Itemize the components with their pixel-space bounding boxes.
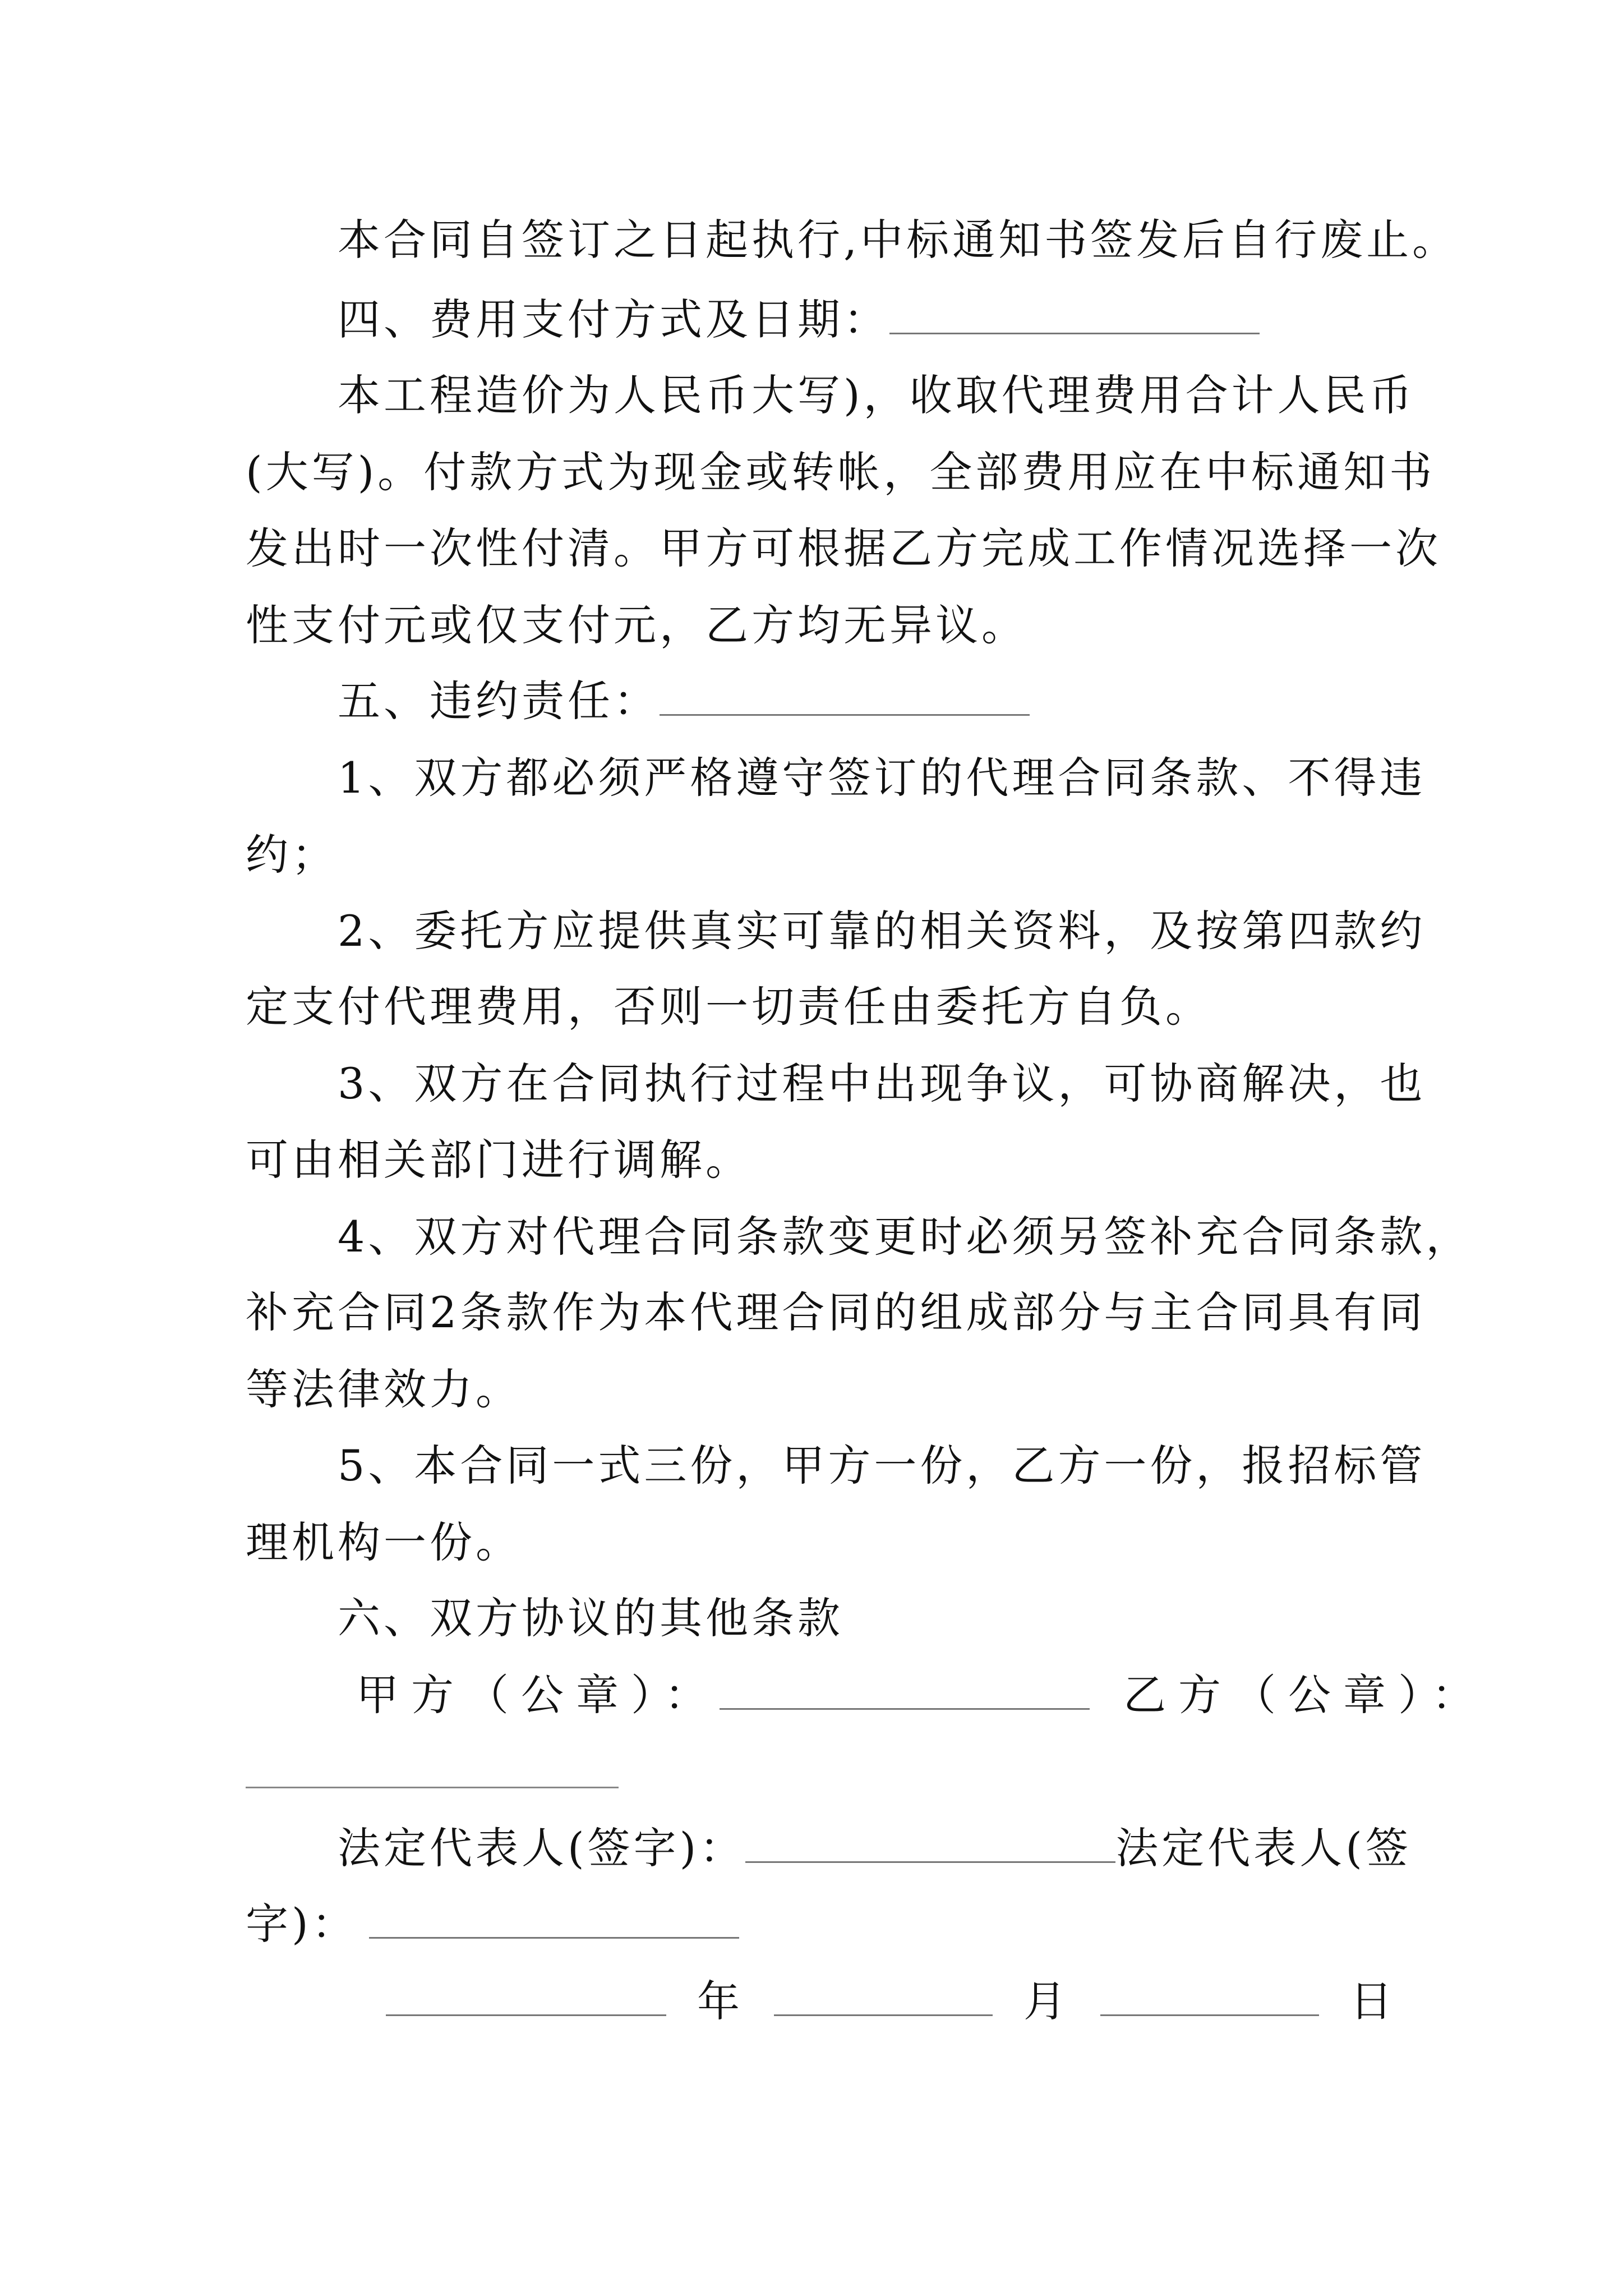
heading-text: 五、违约责任： <box>338 676 660 726</box>
legal-rep-b-continued <box>246 1896 739 1952</box>
paragraph-line: 本合同自签订之日起执行,中标通知书签发后自行废止。 <box>338 215 1459 265</box>
fill-in-blank[interactable] <box>889 299 1260 334</box>
year-label: 年 <box>697 1976 743 2026</box>
day-label: 日 <box>1350 1976 1396 2026</box>
party-a-seal-blank[interactable] <box>720 1674 1090 1710</box>
section-heading-liability <box>338 673 1030 729</box>
paragraph-line: 等法律效力。 <box>246 1364 522 1414</box>
paragraph-line: 理机构一份。 <box>246 1517 522 1567</box>
paragraph-line: 性支付元或仅支付元，乙方均无异议。 <box>246 600 1027 650</box>
party-a-seal-label: 甲方（公章）： <box>356 1670 720 1720</box>
paragraph-line: 发出时一次性付清。甲方可根据乙方完成工作情况选择一次 <box>246 523 1441 573</box>
fill-in-blank[interactable] <box>660 680 1030 716</box>
year-blank[interactable] <box>386 1981 666 2016</box>
paragraph-line: 1、双方都必须严格遵守签订的代理合同条款、不得违 <box>338 753 1426 803</box>
party-b-seal-blank[interactable] <box>246 1787 619 1788</box>
paragraph-line: (大写)。付款方式为现金或转帐，全部费用应在中标通知书 <box>246 447 1436 497</box>
section-heading-other-terms: 六、双方协议的其他条款 <box>338 1593 843 1643</box>
legal-rep-b-label: 法定代表人(签 <box>1115 1823 1412 1873</box>
paragraph-line: 本工程造价为人民币大写)，收取代理费用合计人民币 <box>338 370 1415 420</box>
seal-line <box>356 1667 1487 1723</box>
day-blank[interactable] <box>1100 1981 1319 2016</box>
month-blank[interactable] <box>774 1981 993 2016</box>
paragraph-line: 4、双方对代理合同条款变更时必须另签补充合同条款， <box>338 1212 1472 1262</box>
paragraph-line: 约； <box>246 830 338 880</box>
paragraph-line: 2、委托方应提供真实可靠的相关资料，及按第四款约 <box>338 906 1426 956</box>
legal-rep-line <box>338 1820 1412 1876</box>
paragraph-line: 3、双方在合同执行过程中出现争议，可协商解决，也 <box>338 1059 1426 1108</box>
heading-text: 四、费用支付方式及日期： <box>338 295 889 344</box>
month-label: 月 <box>1023 1976 1069 2026</box>
paragraph-line: 定支付代理费用，否则一切责任由委托方自负。 <box>246 982 1211 1032</box>
paragraph-line: 5、本合同一式三份，甲方一份，乙方一份，报招标管 <box>338 1441 1426 1490</box>
paragraph-line: 补充合同2条款作为本代理合同的组成部分与主合同具有同 <box>246 1287 1426 1337</box>
paragraph-line: 可由相关部门进行调解。 <box>246 1135 751 1185</box>
legal-rep-a-blank[interactable] <box>745 1828 1115 1863</box>
legal-rep-b-blank[interactable] <box>369 1903 739 1939</box>
legal-rep-a-label: 法定代表人(签字)： <box>338 1823 746 1873</box>
date-line <box>386 1973 1396 2030</box>
legal-rep-b-label-end: 字)： <box>246 1899 358 1949</box>
section-heading-payment <box>338 292 1260 348</box>
party-b-seal-label: 乙方（公章）： <box>1123 1670 1487 1720</box>
